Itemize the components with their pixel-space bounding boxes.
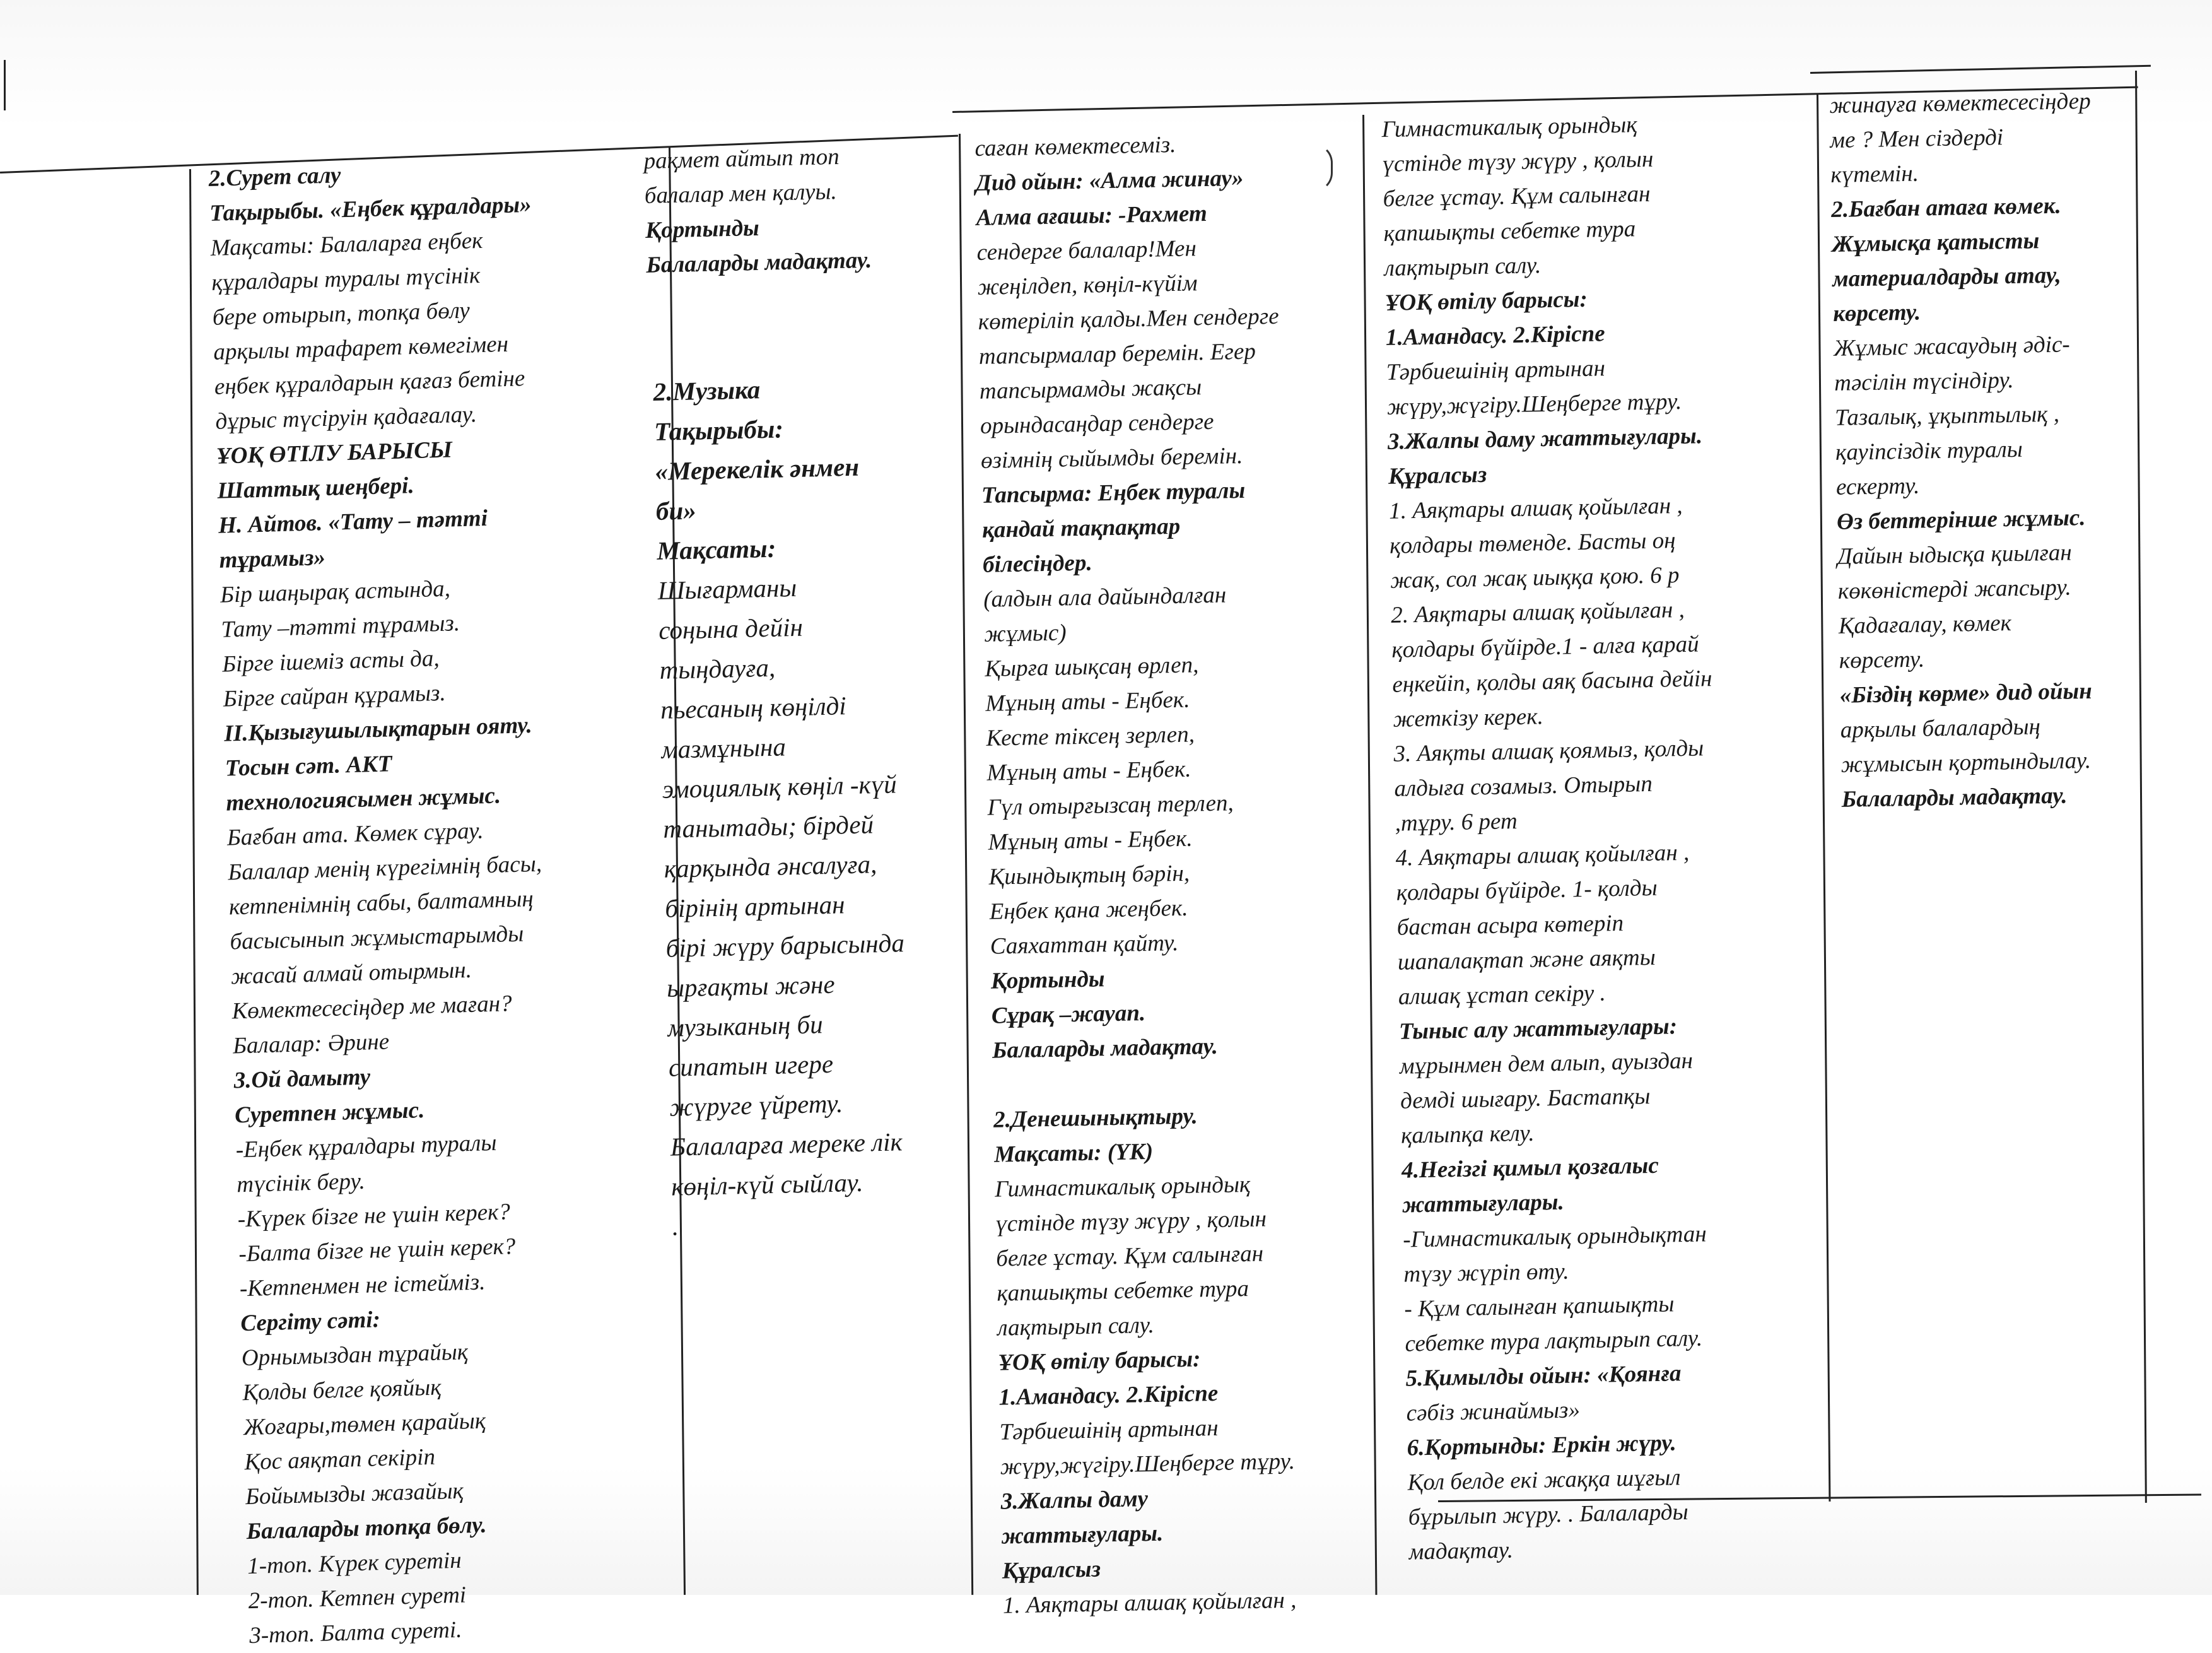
text-line: Тәрбиешінің артынан [999,1415,1219,1445]
text-line: -Кетпенмен не істейміз. [239,1269,486,1302]
text-line: Дид ойын: «Алма жинау» [975,165,1244,196]
text-line: бұрылып жүру. . Балаларды [1408,1499,1688,1531]
text-line: Көмектесесіңдер ме маған? [231,991,513,1025]
text-line: түзу жүріп өту. [1403,1258,1569,1288]
text-line: Шығарманы [657,572,797,605]
text-line: жаттығулары. [1001,1520,1164,1550]
text-line: музыканың би [667,1009,824,1042]
text-line: 3. Аяқты алшақ қоямыз, қолды [1393,735,1704,767]
text-line: Жоғары,төмен қарайық [243,1408,486,1441]
text-line: Тақырыбы. «Еңбек құралдары» [209,191,532,226]
text-line: 4. Аяқтары алшақ қойылған , [1395,839,1690,871]
text-line: -Гимнастикалық орындықтан [1402,1221,1707,1253]
text-line: көтеріліп қалды.Мен сендерге [978,303,1279,335]
text-line: 2-топ. Кетпен суреті [248,1582,467,1615]
text-line: шапалақтап және аяқты [1397,944,1656,975]
text-line: - Құм салынған қапшықты [1404,1291,1675,1322]
text-line: «Біздің көрме» дид ойын [1839,678,2093,709]
text-line: балалар мен қалуы. [644,179,838,209]
text-line: Балаларға мереке лік [670,1127,903,1162]
text-line: лақтырып салу. [1384,252,1542,281]
text-line: 2.Бағбан атаға көмек. [1831,192,2062,223]
text-line: саған көмектесеміз. [974,131,1176,162]
text-line: Шаттық шеңбері. [217,473,415,504]
text-line: Бағбан ата. Көмек сұрау. [226,818,484,851]
text-line: үстінде түзу жүру , қолын [1382,146,1654,177]
text-line: күтемін. [1830,160,1919,188]
text-line: жинауға көмектесесіңдер [1829,88,2092,119]
text-line: Бірге сайран құрамыз. [223,679,447,712]
text-line: Балаларды мадақтау. [1841,782,2068,813]
text-line: түсінік беру. [236,1168,366,1198]
text-line: қалыпқа келу. [1400,1120,1535,1149]
text-line: 3-топ. Балта суреті. [249,1616,462,1649]
text-line: Саяхаттан қайту. [990,930,1179,960]
text-line: жұмысын қортындылау. [1840,747,2092,778]
text-line: орындасаңдар сендерге [980,408,1214,439]
text-line: ҰОҚ ӨТІЛУ БАРЫСЫ [216,437,453,469]
text-line: көрсету. [1832,299,1921,327]
text-line: -Күрек бізге не үшін керек? [237,1199,511,1233]
text-line: Қырға шықсаң өрлеп, [984,652,1199,682]
text-line: сәбіз жинаймыз» [1406,1397,1581,1427]
text-line: Гимнастикалық орындық [994,1171,1251,1203]
text-line: Қадағалау, көмек [1838,610,2012,639]
text-line: «Мерекелік әнмен [655,452,860,486]
text-line: Алма ағашы: -Рахмет [976,200,1208,231]
text-line: кетпенімнің сабы, балтамның [228,886,534,921]
text-line: еңбек құралдарын қағаз бетіне [214,365,525,400]
column-music-lesson [653,365,1000,1246]
text-line: Бірге ішеміз асты да, [221,645,440,678]
text-line: ІІ.Қызығушылықтарын ояту. [223,712,533,747]
text-line: Жұмысқа қатысты [1831,228,2040,257]
text-line: сендерге балалар!Мен [976,235,1197,266]
text-line: технологиясымен жұмыс. [225,782,501,816]
text-line: ,тұру. 6 рет [1395,808,1518,837]
text-line: 4.Негізгі қимыл қозғалыс [1401,1152,1659,1184]
text-line: 1.Амандасу. 2.Кіріспе [998,1380,1219,1411]
text-line: жұмыс) [983,620,1067,647]
text-line: себетке тура лақтырып салу. [1405,1325,1703,1357]
text-line: Қос аяқтап секіріп [244,1444,436,1476]
text-line: эмоциялық көңіл -күй [662,769,898,804]
text-line: Мақсаты: (ҮК) [993,1138,1154,1168]
text-line: Орнымыздан тұрайық [241,1339,469,1372]
text-line: Қолды белге қояйық [242,1374,442,1406]
text-line: Қиындықтың бәрін, [988,860,1190,890]
text-line: ҰОҚ өтілу барысы: [998,1346,1201,1376]
text-line: еңкейіп, қолды аяқ басына дейін [1392,666,1712,698]
text-line: қолдары бүйірде.1 - алға қарай [1391,631,1699,663]
text-line: 2. Аяқтары алшақ қойылған , [1390,596,1685,628]
text-line: 1-топ. Күрек суретін [247,1547,462,1580]
text-line: Тыныс алу жаттығулары: [1398,1013,1678,1045]
column-divider-1 [189,169,199,1595]
text-line: қауіпсіздік туралы [1835,436,2023,466]
text-line: бастан асыра көтеріп [1396,910,1624,941]
text-line: көңіл-күй сыйлау. [670,1167,863,1201]
text-line: тәсілін түсіндіру. [1834,367,2014,396]
text-line: белге ұстау. Құм салынған [995,1240,1264,1272]
text-line: тұрамыз» [219,544,326,574]
text-line: Гимнастикалық орындық [1381,112,1637,143]
text-line: би» [655,495,697,526]
column-pe-lesson [1381,104,1838,1570]
text-line: жеңілдеп, көңіл-күйім [977,270,1198,300]
text-line: 3.Ой дамыту [233,1064,371,1094]
text-line: Кесте тіксең зерлеп, [986,721,1195,751]
column-art-lesson [208,149,704,1653]
text-line: рақмет айтып топ [643,143,840,174]
text-line: соңына дейін [658,612,804,645]
text-line: арқылы балалардың [1840,714,2041,743]
text-line: ескерту. [1835,473,1920,500]
text-line: -Еңбек құралдары туралы [235,1129,497,1163]
text-line: Құралсыз [1388,461,1487,490]
text-line: Тәрбиешінің артынан [1386,355,1606,385]
text-line: ме ? Мен сіздерді [1830,124,2004,153]
text-line: алшақ ұстап секіру . [1398,980,1606,1010]
text-line: Мақсаты: Балаларға еңбек [210,227,483,261]
text-line: Балалар менің күрегімнің басы, [227,850,542,886]
text-line: 3.Жалпы даму жаттығулары. [1387,423,1703,455]
text-line: 3.Жалпы даму [1000,1486,1149,1515]
text-line: материалдарды атау, [1832,262,2061,292]
text-line: Балалар: Әрине [232,1028,390,1059]
text-line: -Балта бізге не үшін керек? [238,1233,516,1268]
text-line: тыңдауға, [659,652,776,685]
text-line: мазмұнына [661,732,787,764]
text-line: қарқында әнсалуға, [664,849,877,883]
text-line: білесіңдер. [982,550,1092,578]
text-line: жаттығулары. [1402,1189,1565,1218]
text-line: жақ, сол жақ иыққа қою. 6 р [1390,562,1680,594]
text-line: Бойымызды жазайық [245,1478,464,1510]
text-line: Балаларды мадақтау. [992,1033,1219,1064]
text-line: бірінің артынан [664,890,845,923]
text-line: мұрынмен дем алып, ауыздан [1399,1047,1694,1079]
text-line: Бір шаңырақ астында, [219,575,451,608]
text-line: қолдары бүйірде. 1- қолды [1396,874,1658,906]
text-line: Гүл отырғызсаң терлеп, [987,790,1234,821]
text-line: Жұмыс жасаудың әдіс- [1833,331,2070,362]
text-line: арқылы трафарет көмегімен [213,331,509,365]
column-music-top [643,137,949,283]
text-line: бере отырып, топқа бөлу [212,297,471,331]
text-line: тапсырмалар беремін. Егер [978,338,1256,370]
text-line: Тақырыбы: [653,414,784,446]
text-line: Мақсаты: [656,533,776,565]
text-line: . [672,1211,679,1241]
text-line: құралдары туралы түсінік [211,262,481,296]
text-line: Балаларды мадақтау. [645,247,872,278]
text-line: лақтырып салу. [997,1312,1155,1341]
text-line: 2.Сурет салу [208,162,341,192]
text-line: қапшықты себетке тура [1383,216,1636,247]
text-line: Қортынды [645,215,760,244]
text-line: Дайын ыдысқа қиылған [1837,539,2073,570]
text-line: Мұның аты - Еңбек. [985,686,1190,717]
text-line: Мұның аты - Еңбек. [988,825,1193,856]
text-line: өзімнің сыйымды беремін. [980,442,1243,474]
text-line: жүру,жүгіру.Шеңберге тұру. [1000,1448,1296,1480]
text-line: Балаларды топқа бөлу. [246,1512,488,1545]
text-line: танытады; бірдей [662,809,874,844]
text-line: мадақтау. [1408,1537,1514,1565]
text-line: бірі жүру барысында [665,928,905,963]
text-line: жасай алмай отырмын. [230,956,472,990]
text-line: қапшықты себетке тура [996,1275,1249,1307]
text-line: ҰОҚ өтілу барысы: [1384,286,1588,316]
text-line: ырғақты жәнe [666,969,836,1003]
text-line: Сұрақ –жауап. [991,1000,1146,1029]
column-game-and-pe [974,124,1381,1623]
text-line: Қортынды [990,966,1105,994]
text-line: Құралсыз [1002,1556,1101,1584]
text-line: Тапсырма: Еңбек туралы [981,477,1246,509]
text-line: 6.Қортынды: Еркін жүру. [1407,1430,1677,1461]
text-line: 2.Музыка [653,375,761,406]
text-line: басысынып жұмыстарымды [229,921,524,955]
text-line: 1. Аяқтары алшақ қойылған , [1002,1587,1297,1619]
text-line: Н. Айтов. «Тату – тәтті [218,505,488,539]
text-line: демді шығару. Бастапқы [1400,1083,1651,1114]
text-line: қандай тақпақтар [981,513,1181,543]
text-line: Сергіту сәті: [240,1307,381,1337]
text-line: жүруге үйрету. [669,1088,843,1122]
text-line: қолдары төменде. Басты оң [1389,527,1676,559]
text-line: көрсету. [1839,646,1925,674]
table-top-right-corner [1810,65,2151,74]
text-line: жүру,жүгіру.Шеңберге тұру. [1386,388,1682,420]
text-line: тапсырмамды жақсы [979,374,1202,404]
text-line: Қол белде екі жаққа шұғыл [1407,1464,1681,1496]
text-line: 2.Денешынықтыру. [993,1103,1198,1133]
text-line: Тосын сәт. АКТ [225,751,392,782]
text-line: сипатын игере [668,1049,834,1082]
text-line: (алдын ала дайындалған [983,582,1227,613]
text-line: 1.Амандасу. 2.Кіріспе [1385,321,1605,351]
text-line: 1. Аяқтары алшақ қойылған , [1388,492,1683,524]
text-line: дұрыс түсіруін қадағалау. [214,401,477,435]
page-left-edge [4,60,6,110]
text-line: Тазалық, ұқыптылық , [1834,401,2060,431]
text-line: Мұның аты - Еңбек. [986,756,1191,786]
column-work-lesson [1829,83,2145,817]
text-line: Тату –тәтті тұрамыз. [221,610,460,643]
text-line: үстінде түзу жүру , қолын [995,1206,1267,1237]
text-line: Еңбек қана жеңбек. [989,895,1188,925]
text-line: белге ұстау. Құм салынған [1383,180,1651,212]
text-line: Суретпен жұмыс. [234,1097,425,1129]
text-line: алдыға созамыз. Отырып [1394,770,1653,802]
text-line: 5.Қимылды ойын: «Қоянға [1405,1360,1682,1392]
text-line: Өз беттерінше жұмыс. [1836,505,2086,535]
text-line: көкөністерді жапсыру. [1837,574,2072,604]
text-line: жеткізу керек. [1393,703,1544,732]
text-line: пьесаның көңілді [660,691,847,724]
